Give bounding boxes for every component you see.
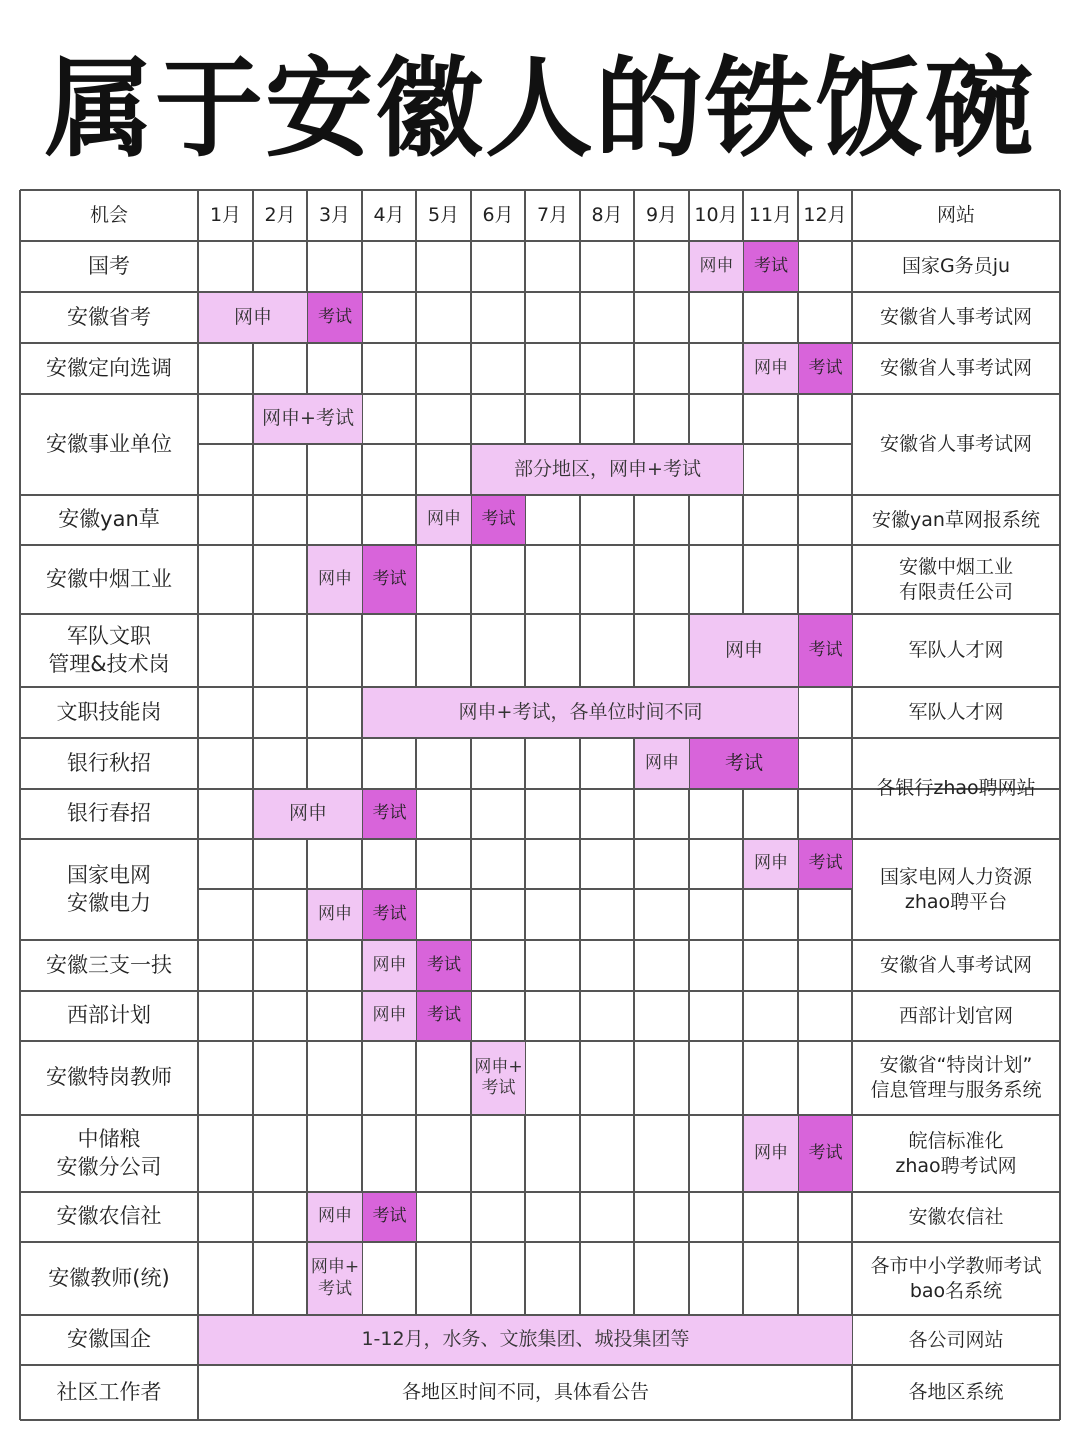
exam-band: 考试 [363,890,416,939]
row-website: 皖信标准化 zhao聘考试网 [895,1129,1017,1177]
apply-band: 网申 [690,242,743,291]
page-title: 属于安徽人的铁饭碗 [44,47,1035,172]
row-website: 军队人才网 [908,701,1004,724]
header-month: 9月 [645,204,678,227]
exam-band: 考试 [363,1193,416,1241]
header-month: 7月 [536,204,569,227]
grid-line [252,190,254,1315]
exam-band: 考试 [363,790,416,838]
header-month: 8月 [591,204,623,227]
header-month: 2月 [264,204,296,227]
apply-band: 网申 [308,546,362,613]
exam-band: 考试 [308,293,362,342]
header-month: 11月 [748,204,793,227]
header-month: 10月 [694,204,738,227]
header-month: 3月 [318,204,351,227]
exam-band: 考试 [417,941,471,990]
apply-band: 网申 [635,739,689,788]
apply-band: 网申 [744,840,798,888]
header-website: 网站 [936,204,975,227]
grid-line [306,190,308,1315]
apply-band: 网申 [744,1116,798,1191]
header-month: 1月 [209,204,242,227]
exam-band: 考试 [799,840,852,888]
apply-band: 网申 [363,992,416,1040]
row-name: 安徽三支一扶 [46,952,172,977]
header-month: 4月 [373,204,405,227]
row-website: 安徽省人事考试网 [879,433,1032,456]
row-website: 安徽省人事考试网 [879,954,1032,977]
apply-band: 网申+ 考试 [472,1042,525,1114]
row-name: 安徽农信社 [56,1204,162,1229]
row-name: 安徽教师(统) [48,1265,170,1290]
row-website: 安徽省“特岗计划” 信息管理与服务系统 [870,1054,1042,1101]
row-website: 安徽省人事考试网 [879,357,1032,380]
apply-band: 网申 [744,344,798,393]
grid-line [579,190,581,1315]
row-name: 国考 [88,253,130,278]
header-month: 6月 [482,204,514,227]
header-opportunity: 机会 [89,204,128,227]
row-name: 安徽定向选调 [46,355,172,380]
apply-band: 各地区时间不同，具体看公告 [401,1380,649,1403]
row-name: 安徽国企 [67,1327,151,1352]
row-website: 各公司网站 [908,1328,1004,1351]
row-name: 西部计划 [67,1003,151,1028]
row-website: 安徽农信社 [908,1205,1004,1228]
exam-band: 考试 [744,242,798,291]
row-name: 中储粮 安徽分公司 [56,1127,162,1179]
row-name: 文职技能岗 [56,699,162,724]
apply-band: 网申 [254,790,362,838]
row-name: 国家电网 安徽电力 [67,863,151,915]
row-website: 军队人才网 [908,639,1004,662]
apply-band: 网申 [363,941,416,990]
header-month: 5月 [427,204,460,227]
header-month: 12月 [803,204,847,227]
row-name: 安徽中烟工业 [46,566,172,591]
exam-band: 考试 [799,1116,852,1191]
row-name: 安徽省考 [67,304,151,329]
row-website: 西部计划官网 [898,1004,1013,1027]
row-website: 安徽省人事考试网 [879,306,1032,329]
apply-band: 网申 [308,890,362,939]
apply-band: 网申+ 考试 [308,1243,362,1314]
row-website: 各银行zhao聘网站 [876,777,1036,800]
apply-band: 网申+考试 [254,395,362,443]
row-name: 安徽事业单位 [46,431,172,456]
row-name: 安徽yan草 [58,507,160,532]
apply-band: 网申 [308,1193,362,1241]
exam-band: 考试 [363,546,416,613]
apply-band: 网申 [417,496,471,544]
row-name: 军队文职 管理&技术岗 [48,624,170,676]
row-website: 安徽yan草网报系统 [872,508,1040,531]
grid-line [470,190,472,1315]
row-website: 国家G务员ju [901,255,1011,278]
apply-band: 网申+考试，各单位时间不同 [363,688,798,737]
exam-band: 考试 [799,615,852,686]
exam-band: 考试 [417,992,471,1040]
row-name: 社区工作者 [56,1379,162,1404]
grid-line [361,190,363,1315]
apply-band: 1-12月，水务、文旅集团、城投集团等 [199,1316,852,1364]
row-name: 银行秋招 [67,750,151,775]
exam-band: 考试 [799,344,852,393]
grid-line [524,190,526,1315]
row-name: 银行春招 [67,801,151,826]
exam-band: 考试 [472,496,525,544]
row-name: 安徽特岗教师 [46,1065,172,1090]
apply-band: 网申 [690,615,798,686]
row-website: 各市中小学教师考试 bao名系统 [870,1254,1042,1302]
apply-band: 网申 [199,293,307,342]
row-website: 各地区系统 [908,1381,1004,1404]
exam-band: 考试 [690,739,798,788]
grid-line [415,190,417,1315]
apply-band: 部分地区，网申+考试 [472,445,743,494]
row-website: 安徽中烟工业 有限责任公司 [898,555,1013,603]
row-website: 国家电网人力资源 zhao聘平台 [879,865,1032,913]
